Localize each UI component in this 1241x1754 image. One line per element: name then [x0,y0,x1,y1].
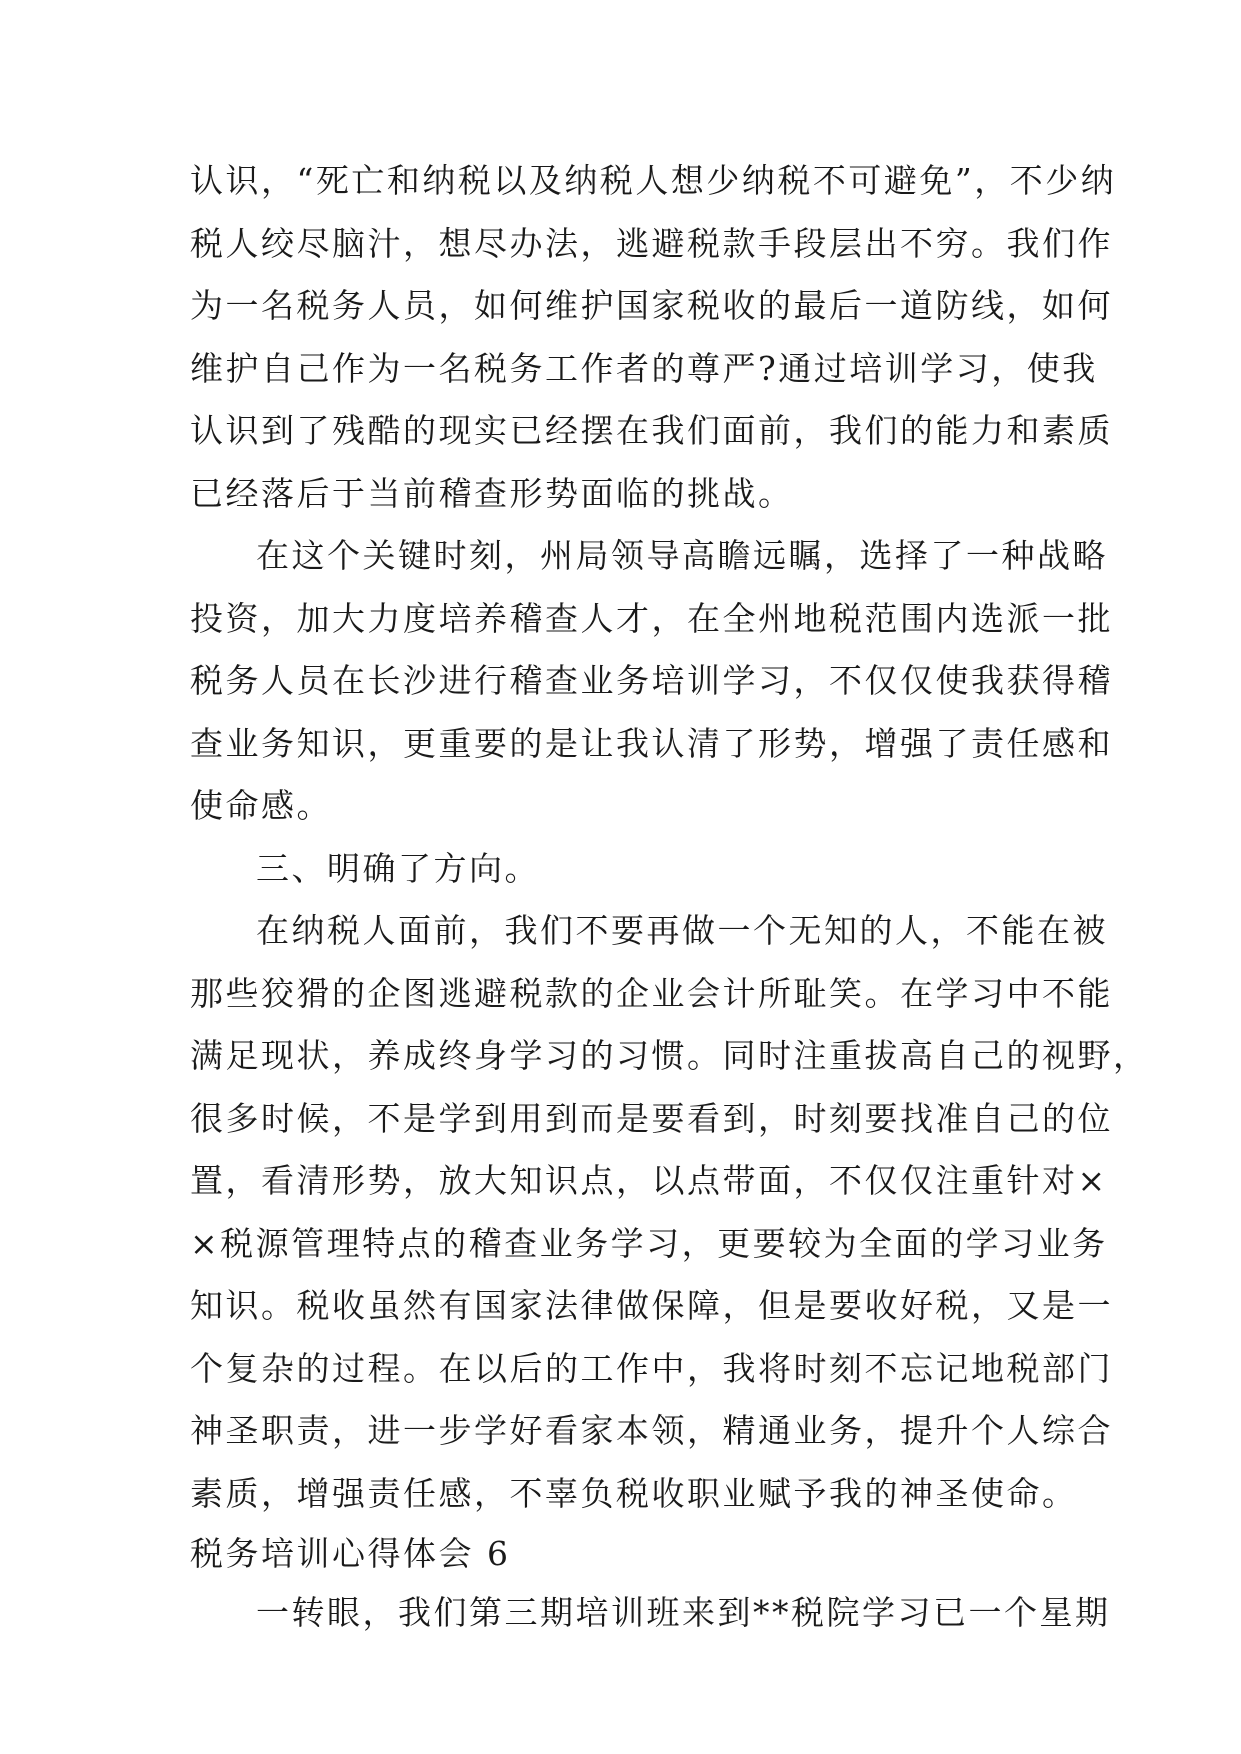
text-line: 为一名税务人员，如何维护国家税收的最后一道防线，如何 [190,286,1113,325]
text-line: 查业务知识，更重要的是让我认清了形势，增强了责任感和 [190,723,1113,763]
text-line: 在这个关键时刻，州局领导高瞻远瞩，选择了一种战略 [256,536,1108,575]
text-line: 置，看清形势，放大知识点，以点带面，不仅仅注重针对× [190,1161,1108,1200]
paragraph-1 [190,150,1117,525]
text-line: 认识，“死亡和纳税以及纳税人想少纳税不可避免”，不少纳 [190,161,1117,200]
text-line: 已经落后于当前稽查形势面临的挑战。 [190,473,794,513]
text-line: 税人绞尽脑汁，想尽办法，逃避税款手段层出不穷。我们作 [190,223,1113,263]
text-line: 素质，增强责任感，不辜负税收职业赋予我的神圣使命。 [190,1473,1078,1513]
text-line: 一转眼，我们第三期培训班来到**税院学习已一个星期 [256,1593,1111,1632]
text-line: 满足现状，养成终身学习的习惯。同时注重拔高自己的视野， [190,1036,1149,1075]
text-line: 那些狡猾的企图逃避税款的企业会计所耻笑。在学习中不能 [190,973,1113,1013]
text-line: 税务人员在长沙进行稽查业务培训学习，不仅仅使我获得稽 [190,661,1113,700]
text-line: ×税源管理特点的稽查业务学习，更要较为全面的学习业务 [190,1223,1108,1263]
text-line: 神圣职责，进一步学好看家本领，精通业务，提升个人综合 [190,1411,1113,1450]
document-body [190,150,1149,1645]
text-line: 维护自己作为一名税务工作者的尊严?通过培训学习，使我 [190,348,1098,388]
section-heading: 三、明确了方向。 [256,848,540,888]
text-line: 认识到了残酷的现实已经摆在我们面前，我们的能力和素质 [190,411,1113,450]
text-line: 很多时候，不是学到用到而是要看到，时刻要找准自己的位 [190,1098,1113,1138]
text-line: 使命感。 [190,786,332,825]
text-line: 个复杂的过程。在以后的工作中，我将时刻不忘记地税部门 [190,1348,1113,1388]
article-title: 税务培训心得体会 6 [190,1534,511,1573]
paragraph-4 [190,1582,1111,1645]
text-line: 投资，加大力度培养稽查人才，在全州地税范围内选派一批 [190,598,1113,638]
text-line: 在纳税人面前，我们不要再做一个无知的人，不能在被 [256,911,1108,950]
paragraph-3 [190,900,1149,1525]
text-line: 知识。税收虽然有国家法律做保障，但是要收好税，又是一 [190,1286,1113,1325]
paragraph-2 [190,525,1113,838]
